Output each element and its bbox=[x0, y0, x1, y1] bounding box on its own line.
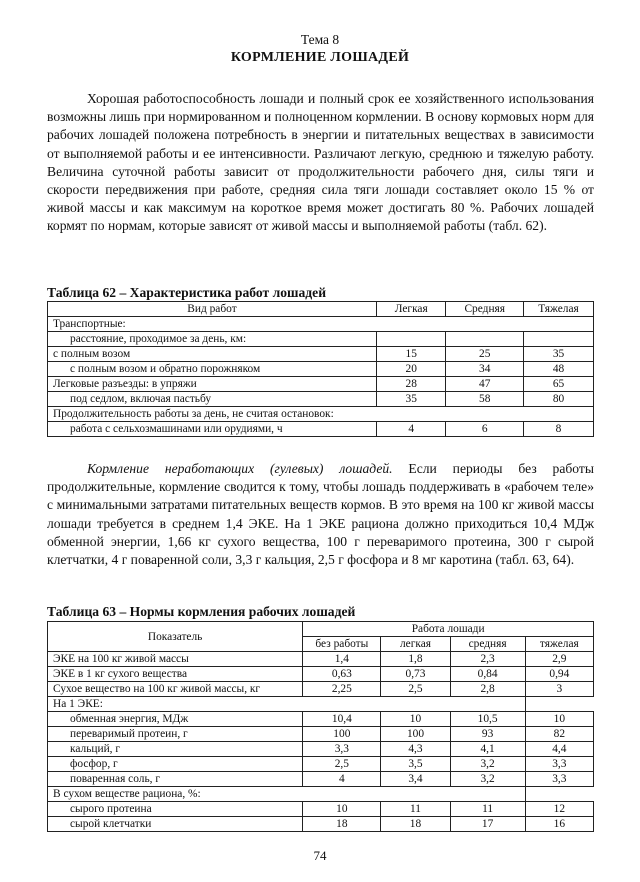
row-label: Сухое вещество на 100 кг живой массы, кг bbox=[48, 682, 303, 697]
row-label: Легковые разъезды: в упряжи bbox=[48, 377, 377, 392]
page-title: КОРМЛЕНИЕ ЛОШАДЕЙ bbox=[230, 50, 410, 65]
row-label: сырой клетчатки bbox=[48, 817, 303, 832]
page-number: 74 bbox=[313, 848, 327, 863]
intro-paragraph: Хорошая работоспособность лошади и полный срок ее хозяйственного использования возможны лишь при нормированном и полноценном кормлении. В основу кормовых норм для рабочих лошадей положена потребность в энергии и питательных веществах в зависимости от выполняемой работы и ее интенсивности. Различают легкую, среднюю и тяжелую работу. Величина суточной работы зависит от продолжительности рабочего дня, силы тяги и скорости передвижения при работе, средняя сила тяги лошади составляет около 15 % от живой массы и как максимум на короткое время может достигать 80 %. Рабочих лошадей кормят по нормам, которые зависят от живой массы и выполняемой работы (табл. 62). bbox=[47, 91, 595, 234]
cell-value: 2,9 bbox=[525, 652, 593, 667]
table-row bbox=[48, 712, 594, 727]
table-row bbox=[48, 392, 594, 407]
table-row bbox=[48, 682, 594, 697]
cell-value: 18 bbox=[381, 817, 450, 832]
row-label: работа с сельхозмашинами или орудиями, ч bbox=[48, 422, 377, 437]
row-label: поваренная соль, г bbox=[48, 772, 303, 787]
cell-value: 4,4 bbox=[525, 742, 593, 757]
row-label: обменная энергия, МДж bbox=[48, 712, 303, 727]
cell-value: 3,5 bbox=[381, 757, 450, 772]
cell-value: 3,3 bbox=[303, 742, 381, 757]
cell-value: 10 bbox=[303, 802, 381, 817]
table-row bbox=[48, 667, 594, 682]
cell-value: 82 bbox=[525, 727, 593, 742]
column-header-group: Работа лошади bbox=[303, 622, 594, 637]
cell-value: 0,63 bbox=[303, 667, 381, 682]
row-label: ЭКЕ на 100 кг живой массы bbox=[48, 652, 303, 667]
cell-value: 4,1 bbox=[450, 742, 525, 757]
column-header-indicator: Показатель bbox=[48, 622, 303, 652]
cell-value bbox=[376, 332, 446, 347]
row-label: Транспортные: bbox=[48, 317, 594, 332]
paragraph-text: Если периоды без работы продолжительные, кормление сводится к тому, чтобы лошадь поддерживать в «рабочем теле» с минимальными затратами питательных веществ кормов. В это время на 100 кг живой массы лошади требуется в среднем 1,4 ЭКЕ. На 1 ЭКЕ рациона должно приходиться 10,4 МДж обменной энергии, 1,66 кг сухого вещества, 100 г переваримого протеина, 300 г сырой клетчатки, 4 г поваренной соли, 3,3 г кальция, 2,5 г фосфора и 8 мг каротина (табл. 63, 64). bbox=[47, 461, 594, 568]
cell-value: 1,4 bbox=[303, 652, 381, 667]
table-header-row bbox=[48, 302, 594, 317]
cell-value: 15 bbox=[376, 347, 446, 362]
column-header: тяжелая bbox=[525, 637, 593, 652]
column-header: Средняя bbox=[446, 302, 524, 317]
cell-value: 4 bbox=[376, 422, 446, 437]
cell-value: 10 bbox=[381, 712, 450, 727]
table-row bbox=[48, 422, 594, 437]
row-label: фосфор, г bbox=[48, 757, 303, 772]
cell-value: 47 bbox=[446, 377, 524, 392]
cell-value: 4 bbox=[303, 772, 381, 787]
feeding-paragraph bbox=[47, 460, 594, 569]
cell-value: 48 bbox=[524, 362, 594, 377]
table-row bbox=[48, 772, 594, 787]
table-row bbox=[48, 377, 594, 392]
row-label: переваримый протеин, г bbox=[48, 727, 303, 742]
row-label: кальций, г bbox=[48, 742, 303, 757]
cell-value: 2,8 bbox=[450, 682, 525, 697]
table-row bbox=[48, 332, 594, 347]
table-row bbox=[48, 317, 594, 332]
table62-body bbox=[48, 317, 594, 437]
cell-value: 2,5 bbox=[303, 757, 381, 772]
cell-value: 8 bbox=[524, 422, 594, 437]
cell-value: 58 bbox=[446, 392, 524, 407]
cell-value: 3,2 bbox=[450, 772, 525, 787]
column-header: Легкая bbox=[376, 302, 446, 317]
column-header: без работы bbox=[303, 637, 381, 652]
cell-value: 2,3 bbox=[450, 652, 525, 667]
cell-value: 35 bbox=[524, 347, 594, 362]
table62 bbox=[47, 301, 594, 437]
cell-value: 6 bbox=[446, 422, 524, 437]
cell-value: 10 bbox=[525, 712, 593, 727]
table-row bbox=[48, 817, 594, 832]
row-label: В сухом веществе рациона, %: bbox=[48, 787, 526, 802]
table-row bbox=[48, 742, 594, 757]
cell-value: 3 bbox=[525, 682, 593, 697]
row-label: расстояние, проходимое за день, км: bbox=[48, 332, 377, 347]
table63-caption: Таблица 63 – Нормы кормления рабочих лошадей bbox=[47, 604, 356, 619]
cell-value: 2,5 bbox=[381, 682, 450, 697]
table-row bbox=[48, 652, 594, 667]
table62-caption: Таблица 62 – Характеристика работ лошадей bbox=[47, 285, 327, 300]
cell-value: 65 bbox=[524, 377, 594, 392]
cell-value bbox=[446, 332, 524, 347]
cell-value: 1,8 bbox=[381, 652, 450, 667]
table-row bbox=[48, 802, 594, 817]
cell-value: 2,25 bbox=[303, 682, 381, 697]
cell-value: 11 bbox=[450, 802, 525, 817]
cell-value: 25 bbox=[446, 347, 524, 362]
column-header: средняя bbox=[450, 637, 525, 652]
table-header-row bbox=[48, 622, 594, 637]
cell-value: 4,3 bbox=[381, 742, 450, 757]
row-label: Продолжительность работы за день, не считая остановок: bbox=[48, 407, 594, 422]
cell-value: 0,84 bbox=[450, 667, 525, 682]
cell-value: 3,3 bbox=[525, 772, 593, 787]
topic-label: Тема 8 bbox=[300, 32, 340, 47]
table63-body bbox=[48, 652, 594, 832]
table-row bbox=[48, 697, 594, 712]
cell-value: 100 bbox=[381, 727, 450, 742]
column-header: легкая bbox=[381, 637, 450, 652]
row-label: На 1 ЭКЕ: bbox=[48, 697, 526, 712]
cell-value: 10,5 bbox=[450, 712, 525, 727]
cell-value: 10,4 bbox=[303, 712, 381, 727]
cell-value: 20 bbox=[376, 362, 446, 377]
column-header: Вид работ bbox=[48, 302, 377, 317]
column-header: Тяжелая bbox=[524, 302, 594, 317]
cell-value bbox=[524, 332, 594, 347]
cell-value: 0,94 bbox=[525, 667, 593, 682]
row-label: с полным возом и обратно порожняком bbox=[48, 362, 377, 377]
paragraph-lead-italic: Кормление неработающих (гулевых) лошадей. bbox=[87, 461, 393, 476]
cell-value: 12 bbox=[525, 802, 593, 817]
cell-value: 16 bbox=[525, 817, 593, 832]
cell-value: 0,73 bbox=[381, 667, 450, 682]
table-row bbox=[48, 757, 594, 772]
cell-value: 3,4 bbox=[381, 772, 450, 787]
row-label: сырого протеина bbox=[48, 802, 303, 817]
cell-value: 93 bbox=[450, 727, 525, 742]
cell-value: 35 bbox=[376, 392, 446, 407]
row-label: под седлом, включая пастьбу bbox=[48, 392, 377, 407]
table-row bbox=[48, 407, 594, 422]
table-row bbox=[48, 727, 594, 742]
cell-value: 3,3 bbox=[525, 757, 593, 772]
row-label: ЭКЕ в 1 кг сухого вещества bbox=[48, 667, 303, 682]
cell-value: 34 bbox=[446, 362, 524, 377]
table-row bbox=[48, 787, 594, 802]
table-row bbox=[48, 347, 594, 362]
table63 bbox=[47, 621, 594, 832]
row-label: с полным возом bbox=[48, 347, 377, 362]
cell-value: 18 bbox=[303, 817, 381, 832]
cell-value: 17 bbox=[450, 817, 525, 832]
cell-value: 28 bbox=[376, 377, 446, 392]
cell-value: 3,2 bbox=[450, 757, 525, 772]
cell-value: 80 bbox=[524, 392, 594, 407]
cell-value: 100 bbox=[303, 727, 381, 742]
table-row bbox=[48, 362, 594, 377]
cell-value: 11 bbox=[381, 802, 450, 817]
